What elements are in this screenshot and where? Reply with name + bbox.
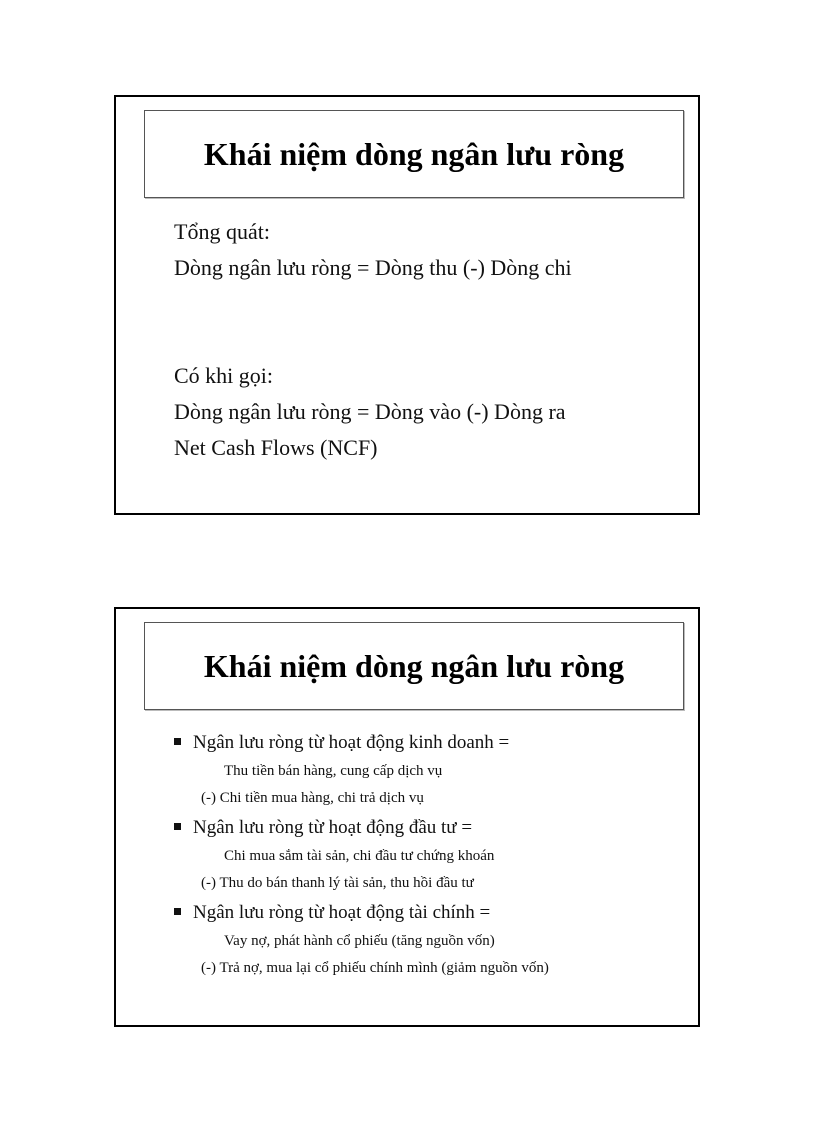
financing-inflow: Vay nợ, phát hành cổ phiếu (tăng nguồn vốn) — [224, 933, 495, 949]
alternate-heading: Có khi gọi: — [174, 363, 274, 388]
formula-in-out: Dòng ngân lưu ròng = Dòng vào (-) Dòng ra — [174, 399, 566, 424]
slide-1 — [114, 95, 700, 515]
investing-outflow: Chi mua sắm tài sản, chi đầu tư chứng khoán — [224, 848, 495, 864]
bullet-financing — [174, 902, 490, 924]
bullet-investing — [174, 817, 472, 839]
slide-2-title-box — [144, 622, 684, 710]
square-bullet-icon — [174, 823, 181, 830]
ncf-label: Net Cash Flows (NCF) — [174, 435, 378, 460]
square-bullet-icon — [174, 908, 181, 915]
bullet-text: Ngân lưu ròng từ hoạt động tài chính = — [193, 902, 491, 923]
bullet-text: Ngân lưu ròng từ hoạt động kinh doanh = — [193, 732, 510, 753]
slide-1-title: Khái niệm dòng ngân lưu ròng — [203, 135, 625, 172]
financing-outflow: (-) Trả nợ, mua lại cổ phiếu chính mình (giảm nguồn vốn) — [201, 960, 549, 976]
square-bullet-icon — [174, 738, 181, 745]
operating-outflow: (-) Chi tiền mua hàng, chi trả dịch vụ — [201, 790, 424, 806]
bullet-operating — [174, 732, 509, 754]
formula-inflow-outflow: Dòng ngân lưu ròng = Dòng thu (-) Dòng chi — [174, 255, 572, 280]
general-heading: Tổng quát: — [174, 219, 270, 244]
slide-2-title: Khái niệm dòng ngân lưu ròng — [203, 647, 625, 684]
operating-inflow: Thu tiền bán hàng, cung cấp dịch vụ — [224, 763, 443, 779]
slide-1-title-box — [144, 110, 684, 198]
investing-inflow: (-) Thu do bán thanh lý tài sản, thu hồi đầu tư — [201, 875, 474, 891]
bullet-text: Ngân lưu ròng từ hoạt động đầu tư = — [193, 817, 473, 838]
slide-2 — [114, 607, 700, 1027]
